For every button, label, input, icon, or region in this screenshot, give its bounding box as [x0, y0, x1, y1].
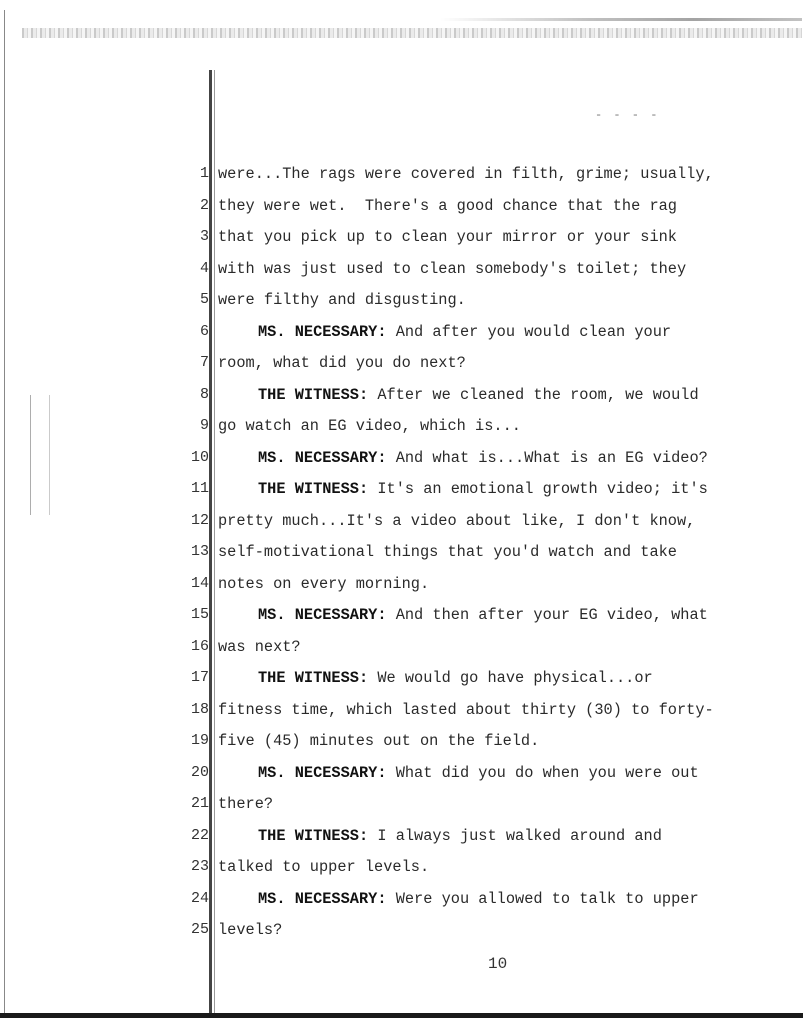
- line-number: 16: [190, 637, 209, 655]
- transcript-line: [0, 165, 803, 197]
- line-content: they were wet. There's a good chance that the rag: [218, 196, 677, 215]
- line-content: talked to upper levels.: [218, 858, 430, 876]
- transcript-line: [0, 701, 803, 733]
- line-text: [218, 417, 803, 435]
- line-number: 5: [199, 291, 209, 308]
- line-content: was next?: [218, 637, 301, 656]
- line-content: room, what did you do next?: [218, 354, 466, 372]
- line-content: Were you allowed to talk to upper: [386, 889, 699, 908]
- transcript-line: [0, 323, 803, 355]
- transcript-line: [0, 638, 803, 670]
- line-text: [218, 921, 803, 939]
- speaker-label: MS. NECESSARY:: [258, 606, 387, 624]
- transcript-line: [0, 606, 803, 638]
- line-text: [218, 228, 803, 246]
- line-number: 17: [190, 669, 209, 686]
- line-content: there?: [218, 795, 274, 813]
- line-content: were filthy and disgusting.: [218, 291, 466, 309]
- line-text: [218, 197, 803, 215]
- line-content: It's an emotional growth video; it's: [368, 480, 708, 498]
- line-content: And then after your EG video, what: [386, 606, 708, 624]
- scan-edge: [0, 1013, 803, 1018]
- line-number: 20: [190, 763, 209, 781]
- speaker-label: THE WITNESS:: [258, 480, 369, 498]
- transcript-line: [0, 575, 803, 607]
- line-text: [218, 480, 803, 498]
- speaker-label: THE WITNESS:: [258, 385, 369, 404]
- line-text: [218, 764, 803, 782]
- speaker-label: THE WITNESS:: [258, 826, 369, 845]
- transcript-line: [0, 921, 803, 953]
- line-number: 9: [199, 417, 209, 434]
- transcript-line: [0, 890, 803, 922]
- line-number: 22: [190, 826, 209, 844]
- transcript-line: [0, 354, 803, 386]
- line-text: [218, 323, 803, 341]
- line-content: What did you do when you were out: [386, 763, 699, 782]
- speaker-label: MS. NECESSARY:: [258, 322, 387, 341]
- line-content: self-motivational things that you'd watch and take: [218, 543, 677, 561]
- transcript-line: [0, 669, 803, 701]
- speaker-label: MS. NECESSARY:: [258, 763, 387, 782]
- line-number: 3: [199, 228, 209, 245]
- transcript-line: [0, 449, 803, 481]
- line-text: [218, 732, 803, 750]
- line-text: [218, 165, 803, 183]
- line-text: [218, 701, 803, 719]
- speaker-label: THE WITNESS:: [258, 669, 369, 687]
- line-content: We would go have physical...or: [368, 669, 653, 687]
- line-number: 7: [199, 354, 209, 371]
- line-text: [218, 575, 803, 593]
- line-content: After we cleaned the room, we would: [368, 385, 699, 404]
- transcript-line: [0, 228, 803, 260]
- line-number: 8: [199, 385, 209, 403]
- line-text: [218, 291, 803, 309]
- line-number: 19: [190, 732, 209, 749]
- transcript-line: [0, 386, 803, 418]
- line-number: 11: [190, 480, 209, 497]
- line-content: five (45) minutes out on the field.: [218, 732, 540, 750]
- line-text: [218, 354, 803, 372]
- line-content: were...The rags were covered in filth, grime; usually,: [218, 165, 714, 183]
- speaker-label: MS. NECESSARY:: [258, 889, 387, 908]
- line-number: 2: [199, 196, 209, 214]
- line-number: 15: [190, 606, 209, 623]
- page-number: 10: [488, 955, 508, 973]
- scan-artifact: [22, 28, 802, 38]
- line-text: [218, 512, 803, 530]
- line-number: 4: [199, 259, 209, 277]
- line-number: 21: [190, 795, 209, 812]
- line-text: [218, 449, 803, 467]
- transcript-line: [0, 795, 803, 827]
- line-text: [218, 543, 803, 561]
- line-text: [218, 386, 803, 404]
- speaker-label: MS. NECESSARY:: [258, 448, 387, 467]
- transcript-line: [0, 291, 803, 323]
- line-number: 18: [190, 700, 209, 718]
- transcript-line: [0, 543, 803, 575]
- line-number: 25: [190, 921, 209, 938]
- line-text: [218, 827, 803, 845]
- line-text: [218, 858, 803, 876]
- scan-artifact: [440, 18, 802, 21]
- transcript-line: [0, 858, 803, 890]
- line-text: [218, 890, 803, 908]
- transcript-line: [0, 827, 803, 859]
- transcript-line: [0, 417, 803, 449]
- line-number: 10: [190, 448, 209, 466]
- line-content: levels?: [218, 921, 283, 939]
- line-content: pretty much...It's a video about like, I don't know,: [218, 511, 696, 530]
- line-text: [218, 606, 803, 624]
- scan-artifact: - - - -: [595, 108, 660, 122]
- line-number: 12: [190, 511, 209, 529]
- transcript-line: [0, 260, 803, 292]
- line-content: And after you would clean your: [386, 322, 672, 341]
- line-number: 24: [190, 889, 209, 907]
- line-text: [218, 669, 803, 687]
- line-content: notes on every morning.: [218, 574, 430, 593]
- line-number: 6: [199, 322, 209, 340]
- line-content: with was just used to clean somebody's toilet; they: [218, 259, 687, 278]
- line-content: fitness time, which lasted about thirty (30) to forty-: [218, 700, 714, 719]
- transcript-line: [0, 512, 803, 544]
- transcript-line: [0, 764, 803, 796]
- transcript-line: [0, 732, 803, 764]
- line-text: [218, 638, 803, 656]
- line-number: 23: [190, 858, 209, 875]
- transcript-line: [0, 197, 803, 229]
- line-content: And what is...What is an EG video?: [386, 448, 708, 467]
- line-content: go watch an EG video, which is...: [218, 417, 521, 435]
- line-content: I always just walked around and: [368, 826, 662, 845]
- line-number: 14: [190, 574, 209, 592]
- line-text: [218, 260, 803, 278]
- line-text: [218, 795, 803, 813]
- line-number: 13: [190, 543, 209, 560]
- transcript-line: [0, 480, 803, 512]
- line-content: that you pick up to clean your mirror or your sink: [218, 228, 677, 246]
- line-number: 1: [199, 165, 209, 182]
